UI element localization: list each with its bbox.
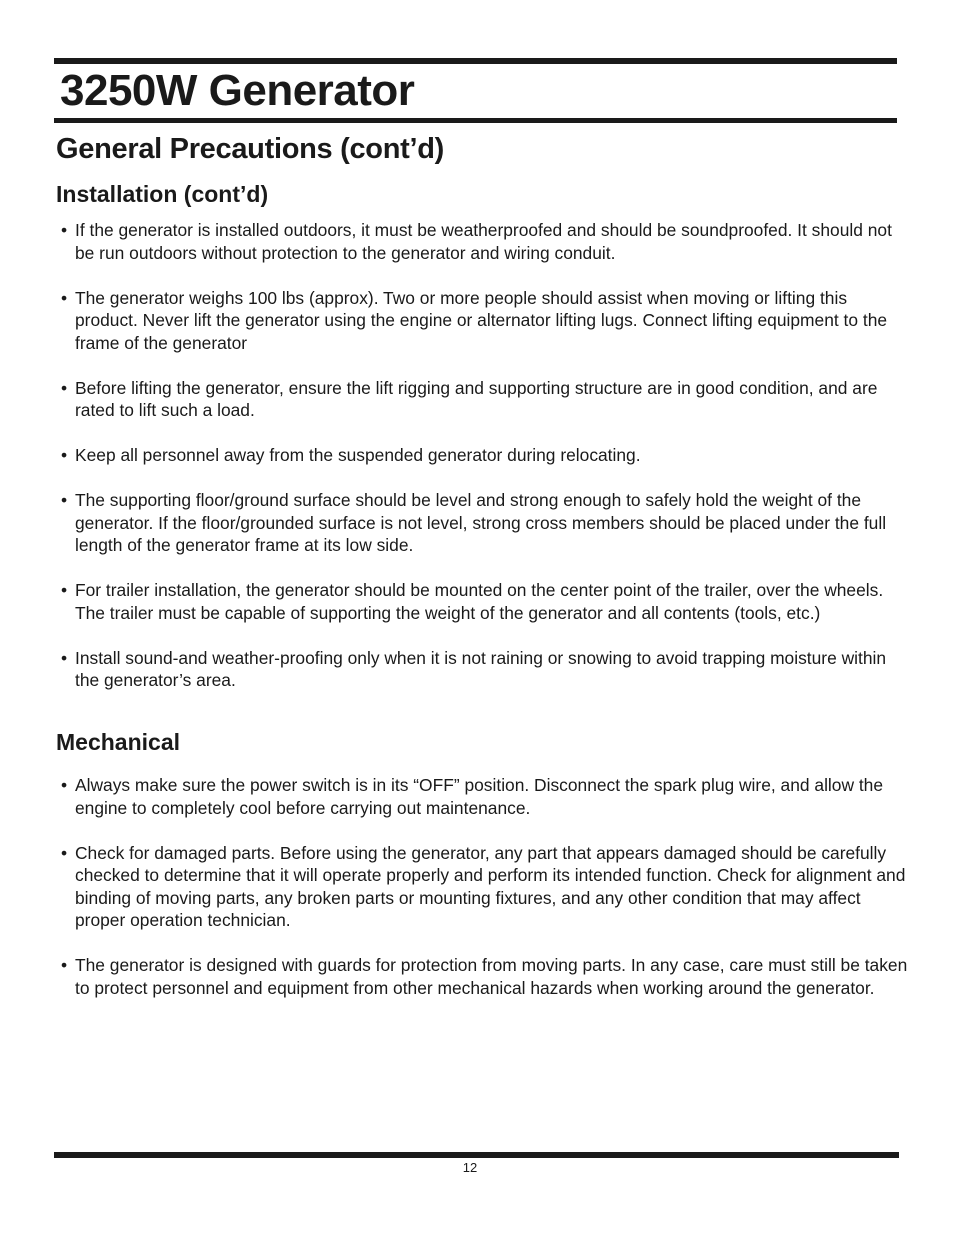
installation-heading: Installation (cont’d): [56, 181, 269, 207]
bullet-icon: •: [61, 580, 68, 600]
page-number: 12: [462, 1160, 478, 1175]
list-item: • The generator is designed with guards for protection from moving parts. In any case, care must still be taken to protect personnel and equipment from other mechanical hazards when working around the generator.: [61, 955, 908, 998]
bullet-icon: •: [61, 647, 68, 668]
document-title: 3250W Generator: [60, 66, 415, 115]
mechanical-list: [61, 774, 911, 1022]
list-item: • Check for damaged parts. Before using the generator, any part that appears damaged should be carefully checked to determine that it will operate properly and perform its intended function. Check for alignment and binding of moving parts, any broken parts or mounting fixtures, and any other condition that may affect proper operation technician.: [61, 842, 906, 930]
installation-list: [61, 219, 911, 714]
bullet-icon: •: [61, 955, 68, 975]
bullet-icon: •: [61, 490, 68, 510]
bullet-icon: •: [61, 377, 68, 398]
list-item: • The supporting floor/ground surface should be level and strong enough to safely hold the weight of the generator. If the floor/grounded surface is not level, strong cross members should be placed under the full length of the generator frame at its low side.: [61, 490, 887, 555]
list-item: • Always make sure the power switch is in its “OFF” position. Disconnect the spark plug wire, and allow the engine to completely cool before carrying out maintenance.: [61, 775, 884, 818]
bullet-icon: •: [61, 445, 68, 465]
list-item: • The generator weighs 100 lbs (approx). Two or more people should assist when moving or lifting this product. Never lift the generator using the engine or alternator lifting lugs. Connect lifting equipment to the frame of the generator: [61, 287, 888, 353]
section-title: General Precautions (cont’d): [56, 133, 445, 165]
bullet-icon: •: [61, 287, 68, 308]
list-item: • Keep all personnel away from the suspended generator during relocating.: [61, 445, 641, 465]
bullet-icon: •: [61, 220, 68, 240]
list-item: • For trailer installation, the generator should be mounted on the center point of the trailer, over the wheels. The trailer must be capable of supporting the weight of the generator and all contents (tools, etc.): [61, 580, 884, 623]
footer-rule: [54, 1152, 899, 1158]
list-item: • Before lifting the generator, ensure the lift rigging and supporting structure are in good condition, and are rated to lift such a load.: [61, 377, 878, 420]
list-item: • Install sound-and weather-proofing only when it is not raining or snowing to avoid trapping moisture within the generator’s area.: [61, 647, 887, 690]
bullet-icon: •: [61, 842, 68, 863]
bullet-icon: •: [61, 775, 68, 795]
list-item: • If the generator is installed outdoors, it must be weatherproofed and should be soundproofed. It should not be run outdoors without protection to the generator and wiring conduit.: [61, 220, 892, 263]
mechanical-heading: Mechanical: [56, 729, 180, 755]
title-underline-rule: [54, 118, 897, 123]
